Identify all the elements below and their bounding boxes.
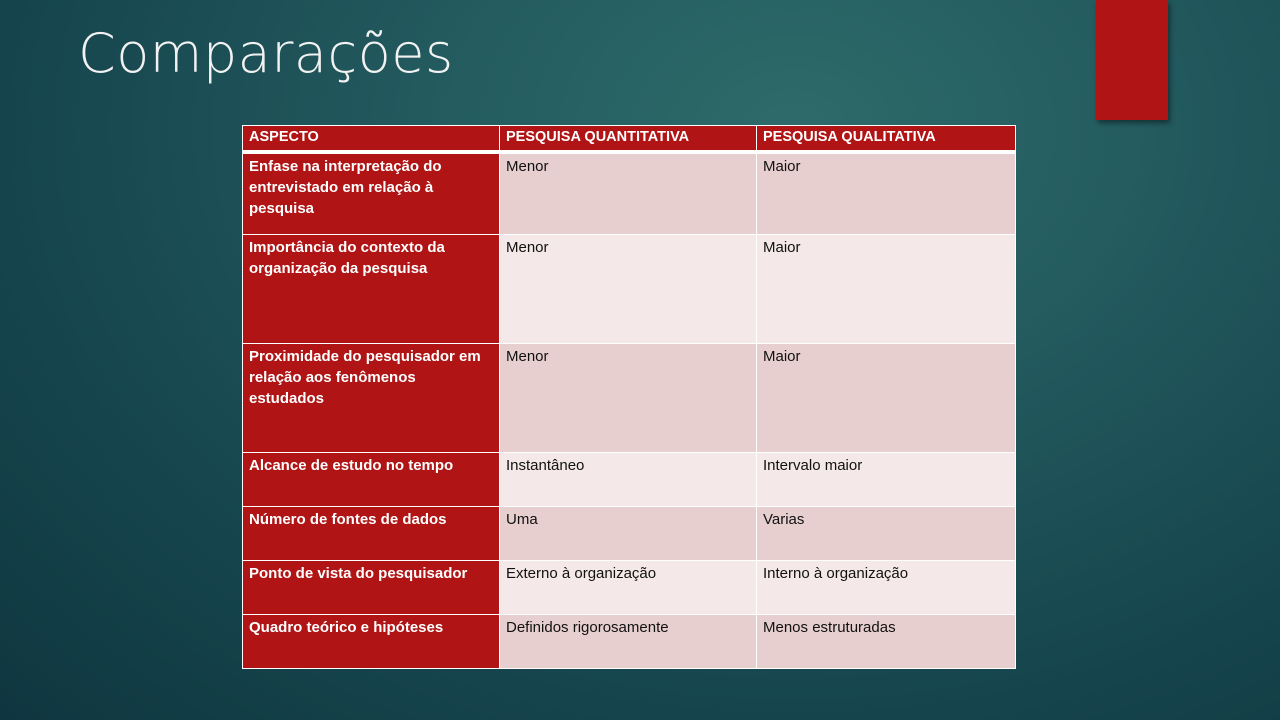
aspect-cell: Enfase na interpretação do entrevistado em relação à pesquisa <box>243 152 500 234</box>
quantitativa-cell: Instantâneo <box>500 452 757 506</box>
header-quantitativa: PESQUISA QUANTITATIVA <box>500 126 757 153</box>
quantitativa-cell: Definidos rigorosamente <box>500 614 757 668</box>
qualitativa-cell: Maior <box>757 234 1016 343</box>
aspect-cell: Ponto de vista do pesquisador <box>243 560 500 614</box>
qualitativa-cell: Varias <box>757 506 1016 560</box>
quantitativa-cell: Menor <box>500 343 757 452</box>
header-qualitativa: PESQUISA QUALITATIVA <box>757 126 1016 153</box>
table-row <box>243 560 1016 614</box>
table-row <box>243 452 1016 506</box>
comparison-table <box>242 125 1016 669</box>
qualitativa-cell: Maior <box>757 343 1016 452</box>
header-aspecto: ASPECTO <box>243 126 500 153</box>
qualitativa-cell: Menos estruturadas <box>757 614 1016 668</box>
quantitativa-cell: Externo à organização <box>500 560 757 614</box>
aspect-cell: Número de fontes de dados <box>243 506 500 560</box>
qualitativa-cell: Intervalo maior <box>757 452 1016 506</box>
table-row <box>243 506 1016 560</box>
aspect-cell: Alcance de estudo no tempo <box>243 452 500 506</box>
aspect-cell: Proximidade do pesquisador em relação aos fenômenos estudados <box>243 343 500 452</box>
table-row <box>243 614 1016 668</box>
quantitativa-cell: Menor <box>500 152 757 234</box>
aspect-cell: Quadro teórico e hipóteses <box>243 614 500 668</box>
accent-bar <box>1096 0 1168 120</box>
table-row <box>243 343 1016 452</box>
aspect-cell: Importância do contexto da organização da pesquisa <box>243 234 500 343</box>
slide-title: Comparações <box>78 22 454 85</box>
quantitativa-cell: Menor <box>500 234 757 343</box>
table-row <box>243 234 1016 343</box>
quantitativa-cell: Uma <box>500 506 757 560</box>
qualitativa-cell: Maior <box>757 152 1016 234</box>
table-header-row <box>243 126 1016 153</box>
qualitativa-cell: Interno à organização <box>757 560 1016 614</box>
table-row <box>243 152 1016 234</box>
